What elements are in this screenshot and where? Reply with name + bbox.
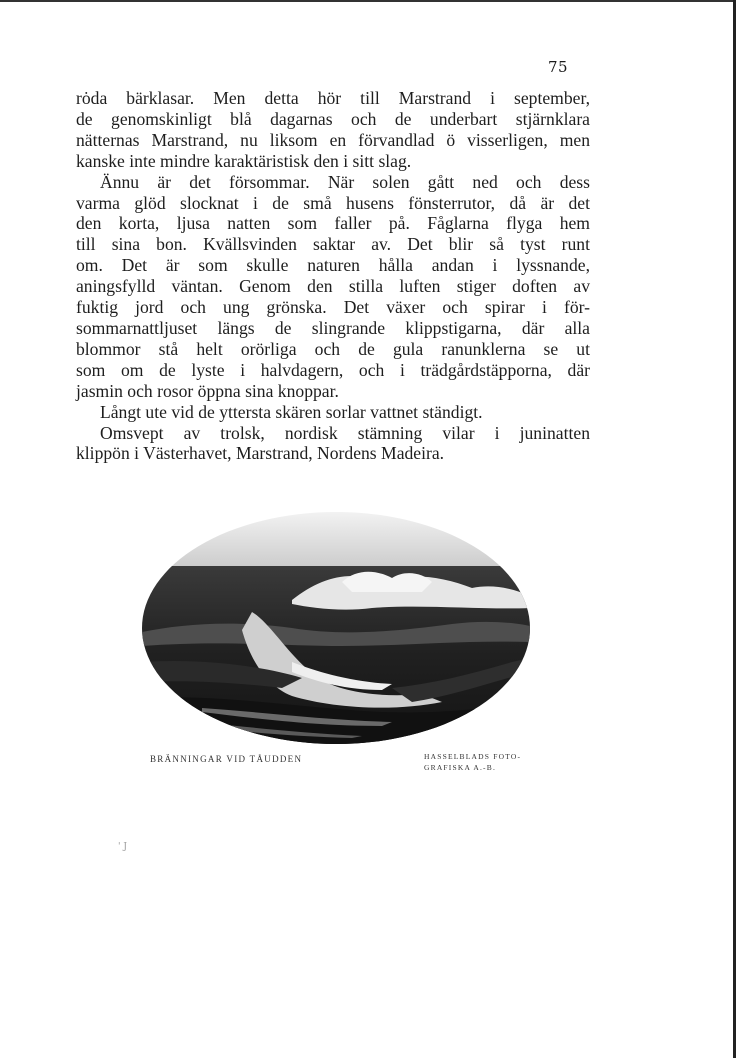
text-line: som om de lyste i halvdagern, och i trädgårdstäpporna, där — [76, 359, 590, 380]
text-line: rȯda bärklasar. Men detta hör till Marstrand i september, — [76, 88, 590, 108]
body-text — [76, 88, 590, 464]
text-line: varma glöd slocknat i de små husens fönsterrutor, då är det — [76, 192, 590, 213]
stray-mark: ' J — [118, 842, 127, 852]
text-line: till sina bon. Kvällsvinden saktar av. Det blir så tyst runt — [76, 234, 590, 255]
surf-photograph — [142, 512, 530, 744]
text-line: klippön i Västerhavet, Marstrand, Nordens Madeira. — [76, 443, 445, 464]
text-line: Långt ute vid de yttersta skären sorlar vattnet ständigt. — [100, 401, 483, 422]
photo-credit-line-1: HASSELBLADS FOTO- — [424, 752, 522, 761]
text-line: jasmin och rosor öppna sina knoppar. — [76, 380, 339, 401]
text-line: nätternas Marstrand, nu liksom en förvandlad ö visserligen, men — [76, 129, 590, 150]
text-line: de genomskinligt blå dagarnas och de underbart stjärnklara — [76, 108, 590, 129]
text-line: kanske inte mindre karaktäristisk den i sitt slag. — [76, 150, 412, 171]
text-line: blommor stå helt orörliga och de gula ranunklerna se ut — [76, 338, 590, 359]
page-number: 75 — [548, 58, 569, 76]
text-line: Ännu är det försommar. När solen gått ned och dess — [100, 171, 590, 192]
text-line: aningsfylld väntan. Genom den stilla luften stiger doften av — [76, 276, 590, 297]
text-line: den korta, ljusa natten som faller på. Fåglarna flyga hem — [76, 213, 590, 234]
photo-credit-line-2: GRAFISKA A.-B. — [424, 763, 497, 772]
scan-edge-top — [0, 0, 736, 2]
text-line: fuktig jord och ung grönska. Det växer och spirar i för- — [76, 297, 590, 318]
figure-caption: BRÄNNINGAR VID TÅUDDEN — [150, 754, 303, 764]
photo-credit — [424, 751, 521, 773]
text-line: om. Det är som skulle naturen hålla andan i lyssnande, — [76, 255, 590, 276]
text-line: sommarnattljuset längs de slingrande klippstigarna, där alla — [76, 317, 590, 338]
text-line: Omsvept av trolsk, nordisk stämning vilar i juninatten — [100, 422, 590, 443]
